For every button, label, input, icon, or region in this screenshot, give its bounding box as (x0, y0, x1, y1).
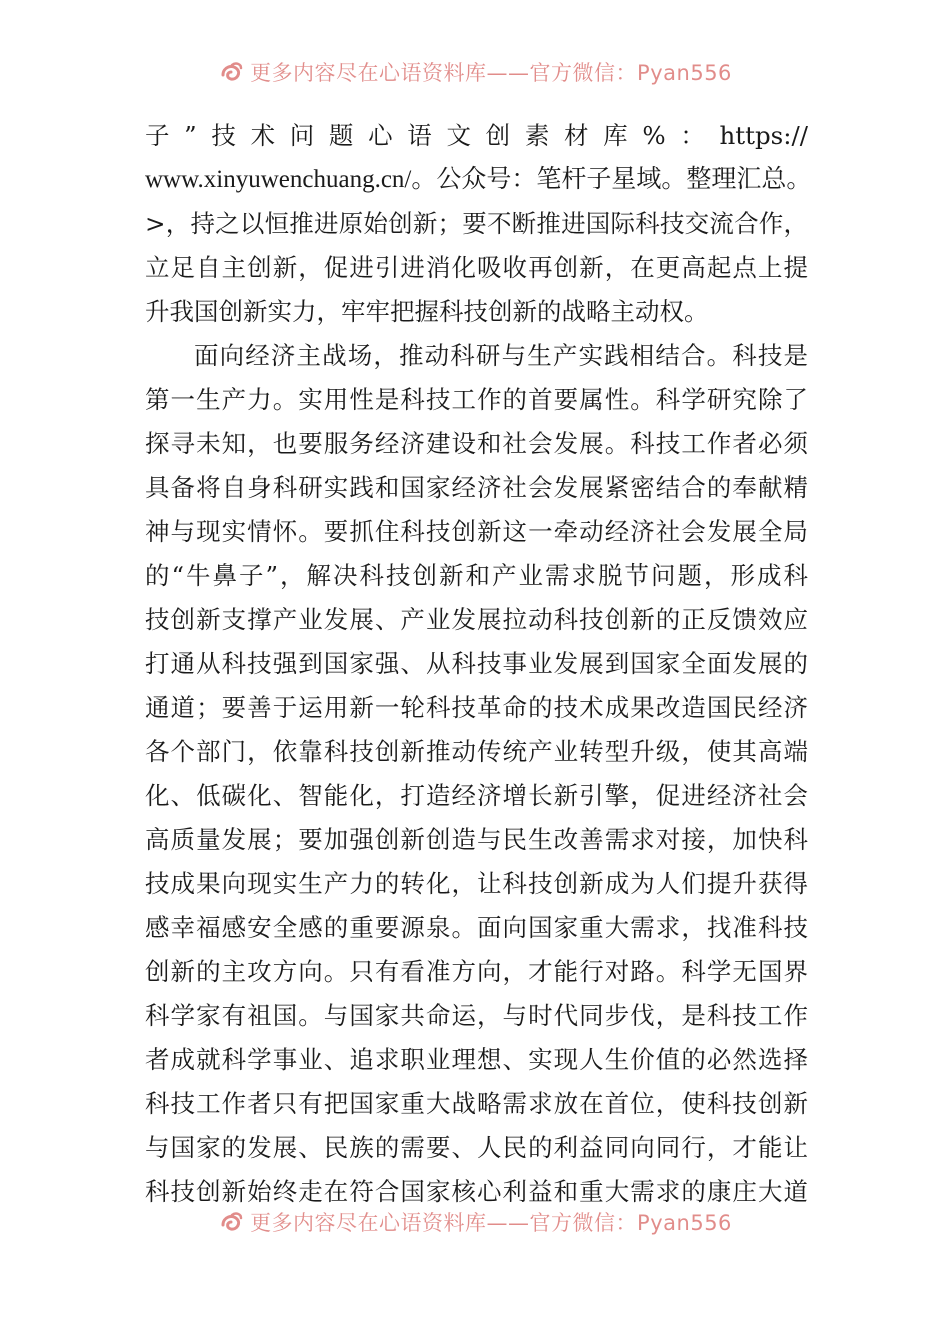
paragraph-start-line: 面向经济主战场，推动科研与生产实践相结合。科技是 (194, 341, 808, 370)
text-line: 高质量发展；要加强创新创造与民生改善需求对接，加快科 (145, 825, 808, 854)
text-line: >，持之以恒推进原始创新；要不断推进国际科技交流合作， (145, 209, 808, 238)
text-line: 打通从科技强到国家强、从科技事业发展到国家全面发展的 (145, 649, 808, 678)
text-line: 子”技术问题心语文创素材库%：https:// (145, 121, 808, 150)
text-line: 各个部门，依靠科技创新推动传统产业转型升级，使其高端 (145, 737, 808, 766)
text-line: 创新的主攻方向。只有看准方向，才能行对路。科学无国界 (145, 957, 808, 986)
text-line: 感幸福感安全感的重要源泉。面向国家重大需求，找准科技 (145, 913, 808, 942)
footer-watermark (0, 1204, 950, 1240)
text-line: 探寻未知，也要服务经济建设和社会发展。科技工作者必须 (145, 429, 808, 458)
text-line: 化、低碳化、智能化，打造经济增长新引擎，促进经济社会 (145, 781, 808, 810)
text-line: 具备将自身科研实践和国家经济社会发展紧密结合的奉献精 (145, 473, 808, 502)
text-line: 通道；要善于运用新一轮科技革命的技术成果改造国民经济 (145, 693, 808, 722)
text-line: www.xinyuwenchuang.cn/。公众号：笔杆子星域。整理汇总。 (145, 166, 812, 193)
text-line: 科学家有祖国。与国家共命运，与时代同步伐，是科技工作 (145, 1001, 808, 1030)
text-line: 神与现实情怀。要抓住科技创新这一牵动经济社会发展全局 (145, 517, 808, 546)
text-line: 科技创新始终走在符合国家核心利益和重大需求的康庄大道 (145, 1177, 808, 1206)
text-line: 升我国创新实力，牢牢把握科技创新的战略主动权。 (145, 297, 709, 326)
text-line: 者成就科学事业、追求职业理想、实现人生价值的必然选择 (145, 1045, 808, 1074)
watermark-text: 更多内容尽在心语资料库——官方微信：Pyan556 (250, 61, 732, 85)
text-line: 技创新支撑产业发展、产业发展拉动科技创新的正反馈效应 (145, 605, 808, 634)
text-line: 立足自主创新，促进引进消化吸收再创新，在更高起点上提 (145, 253, 808, 282)
text-line: 与国家的发展、民族的需要、人民的利益同向同行，才能让 (145, 1133, 808, 1162)
swirl-logo-icon (218, 59, 244, 85)
text-line: 的“牛鼻子”，解决科技创新和产业需求脱节问题，形成科 (145, 561, 808, 590)
text-line: 技成果向现实生产力的转化，让科技创新成为人们提升获得 (145, 869, 808, 898)
swirl-logo-icon (218, 1209, 244, 1235)
document-body (145, 114, 812, 1214)
header-watermark (0, 54, 950, 90)
watermark-text: 更多内容尽在心语资料库——官方微信：Pyan556 (250, 1211, 732, 1235)
text-line: 科技工作者只有把国家重大战略需求放在首位，使科技创新 (145, 1089, 808, 1118)
text-line: 第一生产力。实用性是科技工作的首要属性。科学研究除了 (145, 385, 808, 414)
